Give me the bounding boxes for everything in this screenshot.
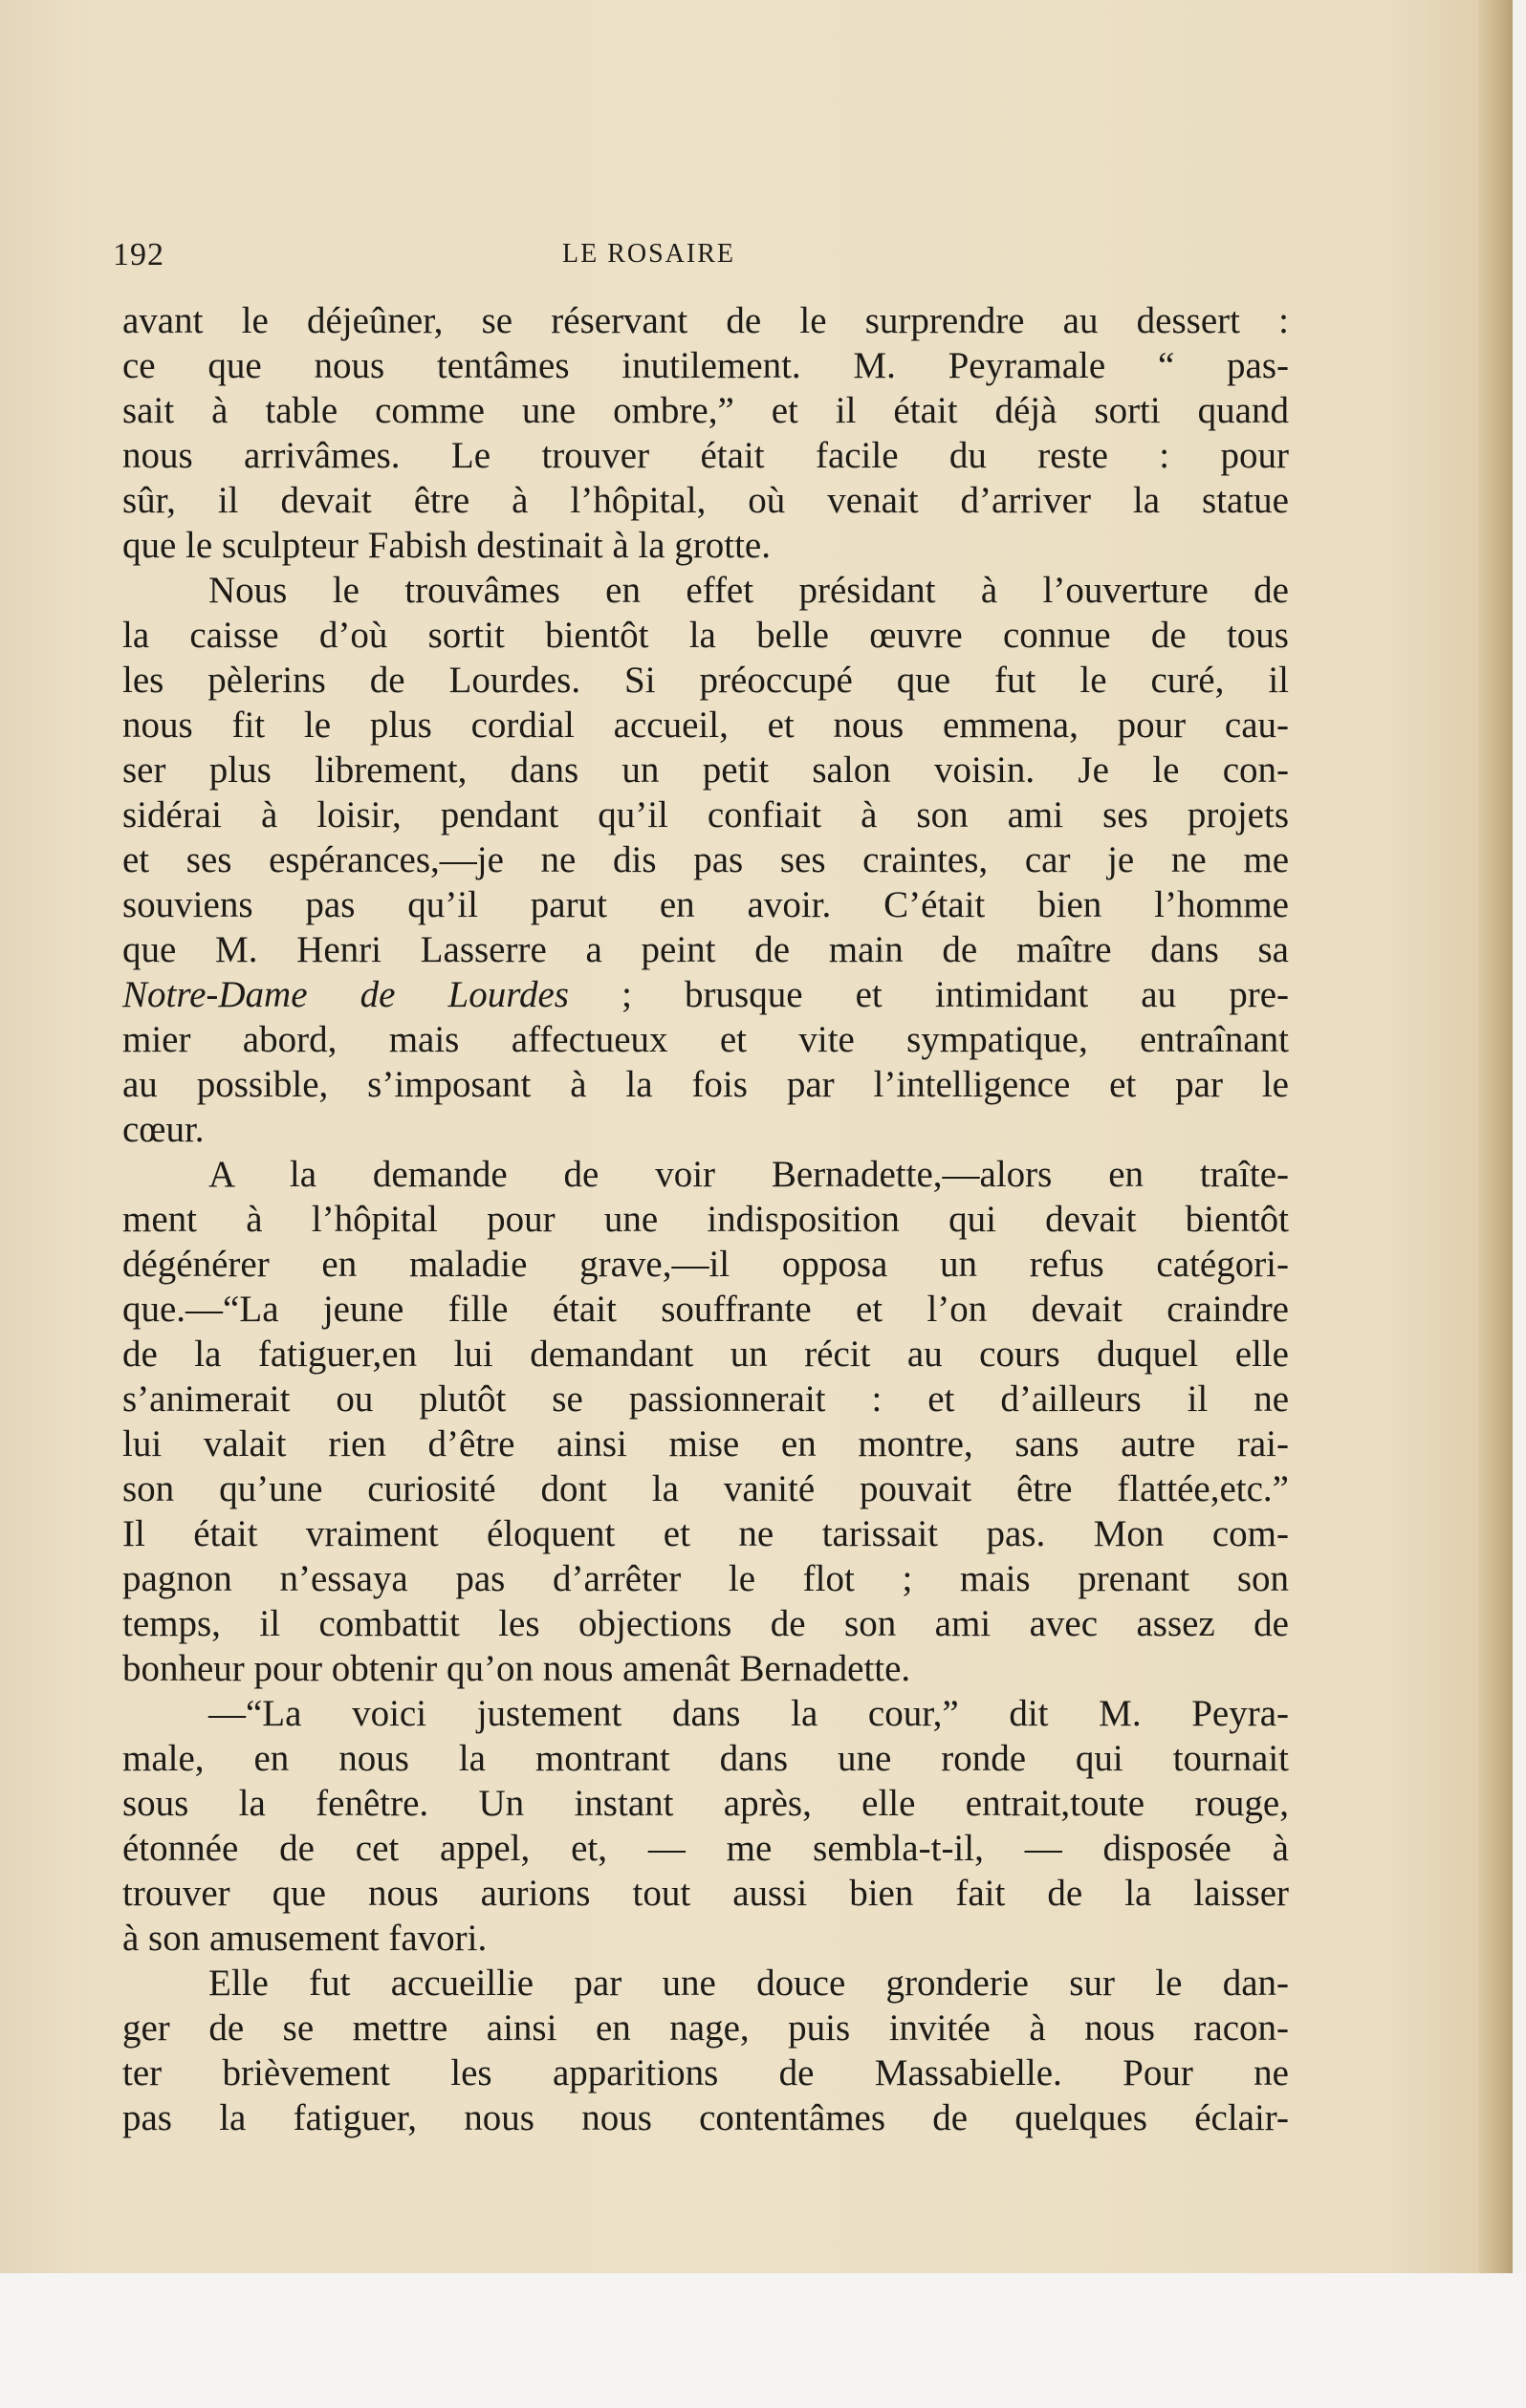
text-line: que.—“La jeune fille était souffrante et l’on devait craindre bbox=[122, 1289, 1289, 1330]
text-line: de la fatiguer,en lui demandant un récit au cours duquel elle bbox=[122, 1334, 1289, 1375]
text-fragment: ; brusque et intimidant au pre- bbox=[568, 974, 1290, 1015]
text-line: bonheur pour obtenir qu’on nous amenât Bernadette. bbox=[122, 1648, 911, 1689]
text-line: pas la fatiguer, nous nous contentâmes de quelques éclair- bbox=[122, 2097, 1289, 2138]
scan-margin bbox=[0, 2273, 1526, 2408]
paragraph bbox=[122, 1152, 1289, 1691]
text-line: s’animerait ou plutôt se passionnerait : et d’ailleurs il ne bbox=[122, 1378, 1289, 1420]
text-line: les pèlerins de Lourdes. Si préoccupé que fut le curé, il bbox=[122, 660, 1289, 701]
text-line: pagnon n’essaya pas d’arrêter le flot ; mais prenant son bbox=[122, 1558, 1289, 1599]
paragraph bbox=[122, 568, 1289, 1152]
text-line: ce que nous tentâmes inutilement. M. Peyramale “ pas- bbox=[122, 345, 1289, 386]
text-line: temps, il combattit les objections de son ami avec assez de bbox=[122, 1603, 1289, 1644]
text-line: son qu’une curiosité dont la vanité pouvait être flattée,etc.” bbox=[122, 1468, 1289, 1509]
paragraph bbox=[122, 298, 1289, 568]
text-line: au possible, s’imposant à la fois par l’intelligence et par le bbox=[122, 1064, 1289, 1105]
text-line: que M. Henri Lasserre a peint de main de maître dans sa bbox=[122, 929, 1289, 970]
text-line: mier abord, mais affectueux et vite sympatique, entraînant bbox=[122, 1019, 1289, 1060]
page-number: 192 bbox=[113, 237, 164, 272]
text-line: Il était vraiment éloquent et ne tarissait pas. Mon com- bbox=[122, 1513, 1289, 1554]
text-line: avant le déjeûner, se réservant de le surprendre au dessert : bbox=[122, 300, 1289, 341]
book-title: Notre-Dame de Lourdes bbox=[122, 974, 569, 1015]
running-title: LE ROSAIRE bbox=[562, 239, 735, 269]
paragraph bbox=[122, 1961, 1289, 2140]
text-line: dégénérer en maladie grave,—il opposa un refus catégori- bbox=[122, 1244, 1289, 1285]
text-line: sous la fenêtre. Un instant après, elle entrait,toute rouge, bbox=[122, 1783, 1289, 1824]
text-line: nous fit le plus cordial accueil, et nous emmena, pour cau- bbox=[122, 705, 1289, 746]
text-line: cœur. bbox=[122, 1109, 205, 1150]
text-line: sait à table comme une ombre,” et il était déjà sorti quand bbox=[122, 390, 1289, 431]
page-edge bbox=[1478, 0, 1513, 2273]
text-line: nous arrivâmes. Le trouver était facile du reste : pour bbox=[122, 435, 1289, 476]
text-line: souviens pas qu’il parut en avoir. C’était bien l’homme bbox=[122, 884, 1289, 925]
body-text bbox=[122, 298, 1289, 2140]
text-line: ser plus librement, dans un petit salon voisin. Je le con- bbox=[122, 749, 1289, 791]
text-line: trouver que nous aurions tout aussi bien fait de la laisser bbox=[122, 1873, 1289, 1914]
text-line: étonnée de cet appel, et, — me sembla-t-il, — disposée à bbox=[122, 1828, 1289, 1869]
page-header bbox=[113, 237, 1298, 285]
text-line: ment à l’hôpital pour une indisposition qui devait bientôt bbox=[122, 1199, 1289, 1240]
text-line: lui valait rien d’être ainsi mise en montre, sans autre rai- bbox=[122, 1423, 1289, 1464]
text-line: à son amusement favori. bbox=[122, 1918, 488, 1959]
paragraph bbox=[122, 1691, 1289, 1961]
text-line: que le sculpteur Fabish destinait à la grotte. bbox=[122, 525, 771, 566]
text-line: sidérai à loisir, pendant qu’il confiait à son ami ses projets bbox=[122, 794, 1289, 835]
text-line: et ses espérances,—je ne dis pas ses craintes, car je ne me bbox=[122, 839, 1289, 880]
text-line: —“La voici justement dans la cour,” dit M. Peyra- bbox=[208, 1693, 1289, 1734]
text-line: male, en nous la montrant dans une ronde qui tournait bbox=[122, 1738, 1289, 1779]
text-line: ger de se mettre ainsi en nage, puis invitée à nous racon- bbox=[122, 2007, 1289, 2049]
text-line: A la demande de voir Bernadette,—alors en traîte- bbox=[208, 1154, 1289, 1195]
text-line-with-title bbox=[122, 972, 1289, 1017]
text-line: la caisse d’où sortit bientôt la belle œuvre connue de tous bbox=[122, 615, 1289, 656]
text-line: Elle fut accueillie par une douce gronderie sur le dan- bbox=[208, 1963, 1289, 2004]
text-line: Nous le trouvâmes en effet présidant à l’ouverture de bbox=[208, 570, 1289, 611]
text-line: sûr, il devait être à l’hôpital, où venait d’arriver la statue bbox=[122, 480, 1289, 521]
text-line: ter brièvement les apparitions de Massabielle. Pour ne bbox=[122, 2052, 1289, 2093]
